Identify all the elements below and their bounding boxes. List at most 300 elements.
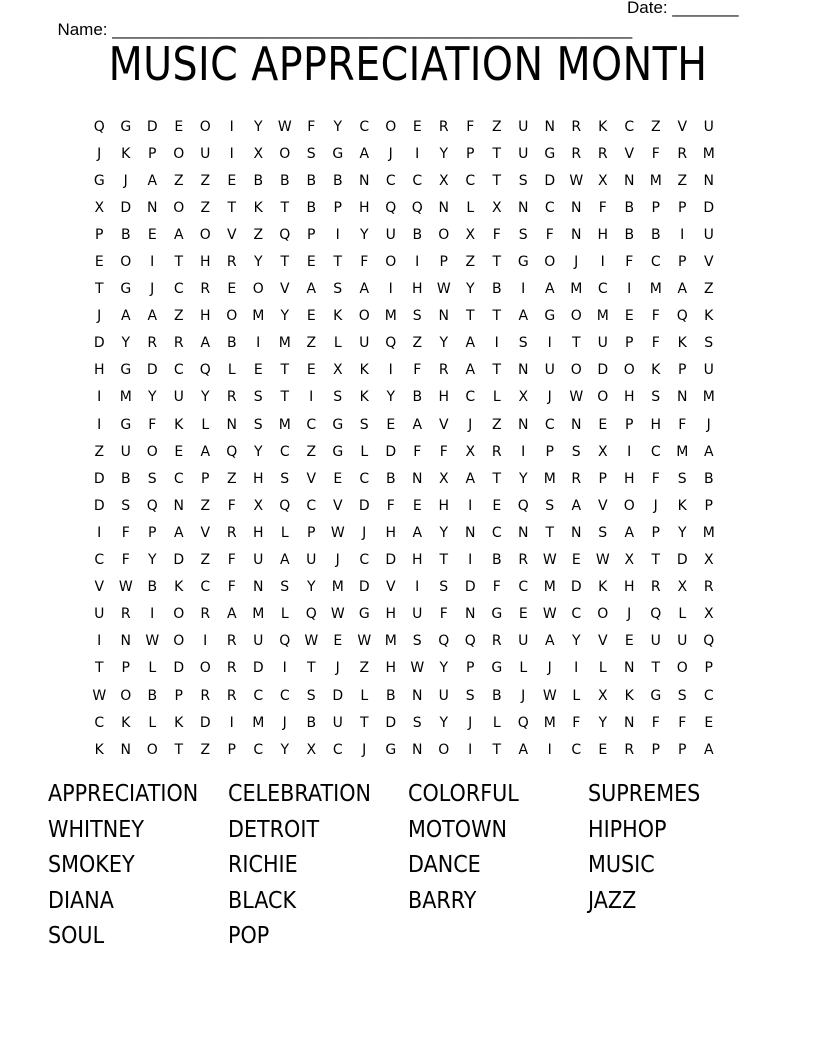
grid-letter: M [384,308,397,325]
word-bank-item: DANCE [408,852,481,879]
grid-letter: E [174,443,184,460]
grid-letter: C [571,606,582,623]
grid-letter: G [385,741,397,758]
grid-letter: E [518,606,528,623]
grid-letter: M [278,335,291,352]
grid-letter: P [307,524,316,541]
grid-letter: Q [650,606,662,623]
grid-letter: F [572,714,581,731]
grid-letter: K [174,416,184,433]
grid-letter: J [123,172,128,189]
grid-letter: M [543,470,556,487]
grid-letter: R [650,579,661,596]
grid-letter: S [598,524,608,541]
grid-letter: P [121,660,130,677]
grid-letter: V [438,416,449,433]
grid-letter: O [438,741,450,758]
grid-letter: I [547,335,552,352]
grid-letter: A [465,335,476,352]
word-bank-item: HIPHOP [588,816,667,843]
grid-letter: F [651,714,660,731]
grid-letter: W [542,606,557,623]
grid-letter: Q [438,633,450,650]
word-bank-item: BARRY [408,887,477,914]
grid-letter: L [148,714,157,731]
grid-letter: A [173,226,184,243]
grid-letter: D [703,199,715,216]
grid-letter: W [542,552,557,569]
grid-letter: B [306,199,317,216]
word-bank-item: DIANA [48,887,114,914]
grid-letter: H [252,524,264,541]
grid-letter: S [704,335,714,352]
grid-letter: K [677,335,687,352]
grid-letter: I [388,281,393,298]
grid-row [86,628,722,655]
grid-letter: I [229,118,234,135]
grid-letter: M [543,714,556,731]
grid-letter: I [282,660,287,677]
grid-letter: F [148,416,157,433]
grid-letter: C [173,281,184,298]
grid-letter: R [200,606,211,623]
grid-letter: I [415,254,420,271]
grid-letter: I [335,226,340,243]
grid-letter: X [253,145,264,162]
grid-letter: O [623,497,635,514]
grid-letter: P [148,145,157,162]
grid-letter: I [521,443,526,460]
grid-letter: B [120,226,131,243]
grid-letter: Q [385,199,397,216]
grid-letter: J [521,687,526,704]
grid-letter: R [571,470,582,487]
grid-letter: Z [173,308,184,325]
grid-letter: Q [517,497,529,514]
grid-letter: C [571,741,582,758]
grid-letter: Z [359,660,370,677]
grid-letter: Z [173,172,184,189]
grid-letter: I [388,362,393,379]
grid-letter: O [623,362,635,379]
grid-letter: W [410,660,425,677]
grid-letter: L [492,714,501,731]
grid-letter: C [385,172,396,189]
grid-letter: N [465,606,476,623]
grid-letter: D [358,579,370,596]
grid-letter: T [545,524,555,541]
grid-letter: A [544,281,555,298]
grid-letter: U [677,633,688,650]
grid-letter: U [703,118,714,135]
grid-letter: L [598,660,607,677]
grid-letter: G [120,416,132,433]
grid-letter: D [332,687,344,704]
grid-letter: F [678,416,687,433]
grid-letter: F [651,470,660,487]
grid-letter: A [120,308,131,325]
grid-row [86,113,722,140]
grid-letter: E [386,416,396,433]
grid-letter: O [358,308,370,325]
grid-letter: S [518,335,528,352]
grid-letter: P [227,741,236,758]
grid-letter: O [544,254,556,271]
grid-letter: Z [491,118,502,135]
grid-letter: P [466,145,475,162]
grid-letter: P [625,416,634,433]
grid-row [86,519,722,546]
grid-letter: B [491,687,502,704]
grid-letter: Q [146,497,158,514]
grid-letter: P [201,470,210,487]
grid-letter: N [465,524,476,541]
grid-letter: B [306,172,317,189]
grid-row [86,574,722,601]
grid-letter: X [465,226,476,243]
grid-letter: N [624,172,635,189]
grid-letter: Y [253,254,263,271]
grid-letter: O [146,741,158,758]
grid-letter: K [651,362,661,379]
grid-letter: T [492,145,502,162]
grid-letter: Q [517,714,529,731]
grid-letter: W [569,389,584,406]
grid-letter: I [97,416,102,433]
grid-letter: O [173,633,185,650]
grid-letter: X [491,199,502,216]
grid-letter: B [279,172,290,189]
grid-letter: K [359,389,369,406]
grid-letter: I [494,335,499,352]
grid-letter: I [680,226,685,243]
grid-row [86,303,722,330]
letter-grid [86,113,722,763]
grid-letter: G [491,606,503,623]
grid-letter: L [572,687,581,704]
grid-letter: O [438,226,450,243]
grid-letter: L [227,362,236,379]
grid-letter: T [280,389,290,406]
grid-letter: U [385,226,396,243]
grid-letter: Q [703,633,715,650]
grid-row [86,248,722,275]
grid-letter: P [333,199,342,216]
grid-letter: S [306,145,316,162]
grid-letter: F [678,714,687,731]
grid-letter: J [653,497,658,514]
grid-letter: I [256,335,261,352]
grid-letter: P [704,497,713,514]
grid-letter: L [492,389,501,406]
grid-letter: R [624,741,635,758]
grid-letter: F [439,443,448,460]
word-bank-item: JAZZ [588,887,637,914]
grid-letter: I [97,389,102,406]
grid-letter: K [121,145,131,162]
grid-letter: T [492,254,502,271]
grid-letter: D [199,714,211,731]
grid-letter: G [544,145,556,162]
grid-letter: R [597,145,608,162]
grid-letter: P [678,741,687,758]
grid-letter: Y [439,145,449,162]
grid-letter: C [597,281,608,298]
grid-letter: G [544,308,556,325]
grid-letter: U [518,633,529,650]
grid-letter: O [385,254,397,271]
grid-letter: D [385,714,397,731]
grid-letter: U [253,552,264,569]
grid-letter: V [624,145,635,162]
grid-letter: I [547,741,552,758]
grid-letter: T [439,552,449,569]
grid-letter: F [121,552,130,569]
grid-letter: G [491,660,503,677]
grid-letter: R [147,335,158,352]
grid-letter: N [571,524,582,541]
grid-letter: H [438,497,450,514]
grid-letter: Z [306,335,317,352]
grid-letter: X [597,172,608,189]
grid-letter: P [598,470,607,487]
grid-letter: O [173,145,185,162]
grid-letter: S [412,714,422,731]
grid-letter: C [650,254,661,271]
grid-letter: M [649,281,662,298]
grid-letter: F [413,443,422,460]
grid-letter: X [332,362,343,379]
date-field-label: Date: _______ [627,0,739,17]
grid-letter: J [468,416,473,433]
grid-letter: G [358,606,370,623]
grid-letter: A [518,308,529,325]
name-field-label: Name: _______________________________________________________ [57,20,633,39]
grid-letter: L [333,335,342,352]
grid-letter: N [703,172,714,189]
grid-letter: C [94,714,105,731]
grid-letter: A [544,633,555,650]
grid-row [86,465,722,492]
grid-letter: X [703,552,714,569]
grid-letter: H [650,416,662,433]
grid-letter: E [253,362,263,379]
grid-letter: X [465,443,476,460]
grid-letter: B [226,335,237,352]
grid-letter: S [518,226,528,243]
grid-letter: X [306,741,317,758]
grid-letter: M [649,172,662,189]
grid-letter: U [120,443,131,460]
grid-letter: R [173,335,184,352]
grid-letter: I [415,145,420,162]
grid-letter: L [148,660,157,677]
grid-letter: A [306,281,317,298]
grid-letter: Q [199,362,211,379]
grid-letter: L [280,606,289,623]
grid-letter: I [468,552,473,569]
grid-letter: I [97,524,102,541]
grid-letter: B [332,172,343,189]
grid-letter: Z [200,172,211,189]
grid-letter: E [492,497,502,514]
grid-letter: H [93,362,105,379]
grid-letter: F [651,308,660,325]
grid-letter: F [492,226,501,243]
grid-letter: I [97,633,102,650]
grid-letter: N [624,714,635,731]
grid-letter: Q [279,633,291,650]
grid-letter: M [252,714,265,731]
grid-letter: S [280,579,290,596]
grid-letter: N [412,687,423,704]
grid-letter: U [544,362,555,379]
grid-letter: Q [226,443,238,460]
grid-letter: E [412,118,422,135]
grid-letter: J [547,660,552,677]
grid-letter: C [279,443,290,460]
grid-row [86,384,722,411]
grid-letter: K [174,714,184,731]
grid-letter: N [518,362,529,379]
grid-letter: Z [306,443,317,460]
grid-letter: L [280,524,289,541]
grid-letter: U [518,118,529,135]
word-bank-item: RICHIE [228,852,298,879]
grid-letter: H [199,308,211,325]
grid-letter: W [330,524,345,541]
grid-letter: Y [200,389,210,406]
grid-letter: S [253,416,263,433]
grid-letter: T [492,362,502,379]
grid-letter: A [465,470,476,487]
grid-letter: Z [200,497,211,514]
grid-letter: P [625,335,634,352]
grid-letter: Q [305,606,317,623]
grid-letter: U [703,226,714,243]
grid-letter: H [199,254,211,271]
grid-letter: K [624,687,634,704]
grid-letter: T [492,741,502,758]
grid-letter: Y [306,579,316,596]
grid-letter: T [492,172,502,189]
grid-letter: W [436,281,451,298]
grid-letter: G [332,416,344,433]
word-bank-item: APPRECIATION [48,781,199,807]
grid-letter: O [173,606,185,623]
grid-letter: G [120,281,132,298]
grid-letter: U [597,335,608,352]
grid-letter: O [146,443,158,460]
grid-letter: M [331,579,344,596]
grid-letter: S [571,443,581,460]
grid-letter: X [438,470,449,487]
grid-letter: C [279,687,290,704]
grid-letter: F [545,226,554,243]
grid-row [86,601,722,628]
grid-letter: O [570,362,582,379]
grid-letter: C [518,579,529,596]
grid-letter: E [624,308,634,325]
grid-letter: K [94,741,104,758]
grid-letter: P [174,687,183,704]
grid-letter: S [333,281,343,298]
grid-letter: R [226,660,237,677]
grid-letter: W [118,579,133,596]
grid-letter: D [120,199,132,216]
grid-letter: A [279,552,290,569]
grid-letter: H [252,470,264,487]
grid-letter: Z [200,552,211,569]
grid-letter: C [359,552,370,569]
word-bank-item: CELEBRATION [228,781,371,807]
grid-letter: B [412,389,423,406]
grid-letter: T [306,660,316,677]
grid-letter: T [359,714,369,731]
grid-letter: P [651,199,660,216]
grid-letter: X [624,552,635,569]
grid-letter: A [624,524,635,541]
grid-letter: N [412,741,423,758]
grid-letter: X [597,443,608,460]
grid-letter: Y [518,470,528,487]
grid-letter: L [201,416,210,433]
grid-letter: Y [359,226,369,243]
grid-letter: F [598,199,607,216]
grid-letter: R [226,524,237,541]
grid-letter: L [360,443,369,460]
grid-letter: K [598,579,608,596]
grid-letter: K [359,362,369,379]
grid-letter: E [598,741,608,758]
grid-letter: M [543,579,556,596]
grid-letter: P [678,199,687,216]
grid-letter: V [94,579,105,596]
grid-row [86,438,722,465]
grid-letter: D [597,362,609,379]
grid-letter: S [280,470,290,487]
grid-row [86,547,722,574]
grid-letter: C [173,470,184,487]
grid-letter: C [465,172,476,189]
grid-letter: P [678,254,687,271]
grid-letter: B [253,172,264,189]
grid-letter: J [335,660,340,677]
grid-letter: V [200,524,211,541]
grid-letter: Y [333,118,343,135]
grid-letter: Y [598,714,608,731]
grid-letter: E [306,362,316,379]
grid-letter: B [147,579,158,596]
grid-letter: N [226,416,237,433]
grid-letter: I [150,254,155,271]
grid-letter: A [147,172,158,189]
grid-letter: Q [385,335,397,352]
grid-row [86,682,722,709]
grid-letter: N [571,199,582,216]
grid-letter: P [307,226,316,243]
grid-letter: B [385,470,396,487]
grid-letter: U [253,633,264,650]
grid-letter: R [226,254,237,271]
grid-letter: Y [253,443,263,460]
grid-letter: C [359,118,370,135]
grid-letter: A [226,606,237,623]
grid-letter: O [279,145,291,162]
grid-letter: S [147,470,157,487]
grid-letter: Y [253,118,263,135]
grid-letter: N [147,199,158,216]
